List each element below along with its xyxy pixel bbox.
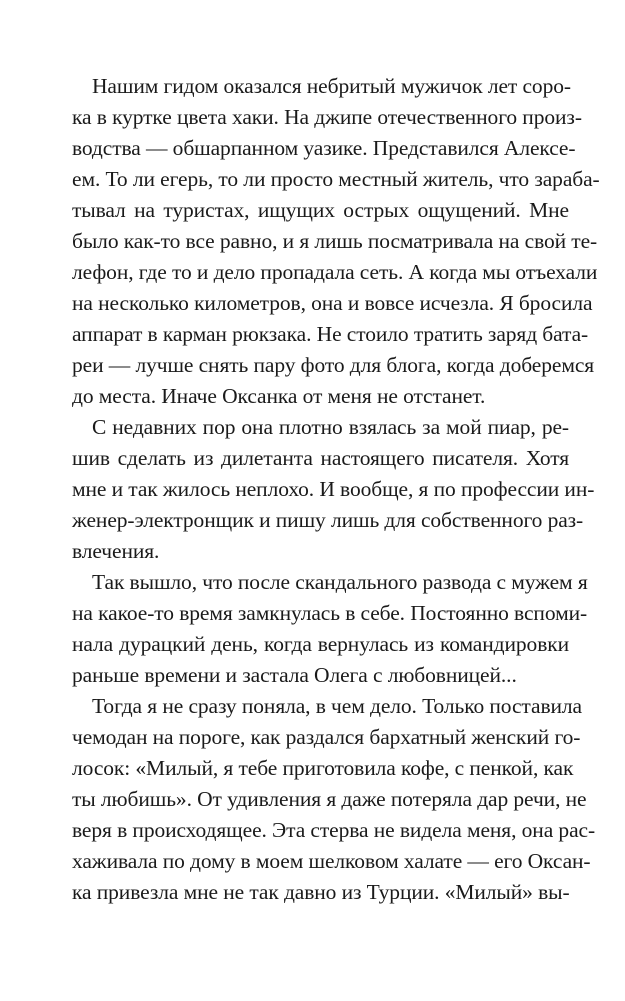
text-line: аппарат в карман рюкзака. Не стоило тратить заряд бата-	[72, 322, 589, 346]
text-line: на несколько километров, она и вовсе исчезла. Я бросила	[72, 291, 593, 315]
text-line: ка привезла мне не так давно из Турции. «Милый» вы-	[72, 880, 570, 904]
text-line: на какое-то время замкнулась в себе. Постоянно вспоми-	[72, 601, 588, 625]
text-line: веря в происходящее. Эта стерва не видела меня, она рас-	[72, 818, 596, 842]
text-line: чемодан на пороге, как раздался бархатный женский го-	[72, 725, 581, 749]
text-line: ты любишь». От удивления я даже потеряла дар речи, не	[72, 787, 587, 811]
text-line: раньше времени и застала Олега с любовницей...	[72, 663, 517, 687]
text-line: до места. Иначе Оксанка от меня не отстанет.	[72, 384, 486, 408]
text-line: ем. То ли егерь, то ли просто местный житель, что зараба-	[72, 167, 600, 191]
text-line: ка в куртке цвета хаки. На джипе отечественного произ-	[72, 105, 582, 129]
text-line: тывал на туристах, ищущих острых ощущений. Мне	[72, 198, 569, 222]
text-line: реи — лучше снять пару фото для блога, когда доберемся	[72, 353, 595, 377]
text-line: было как-то все равно, и я лишь посматривала на свой те-	[72, 229, 598, 253]
text-line: лефон, где то и дело пропадала сеть. А когда мы отъехали	[72, 260, 598, 284]
text-line: хаживала по дому в моем шелковом халате — его Оксан-	[72, 849, 591, 873]
text-line: Нашим гидом оказался небритый мужичок лет соро-	[92, 74, 571, 98]
text-line: Тогда я не сразу поняла, в чем дело. Только поставила	[92, 694, 582, 718]
text-line: лосок: «Милый, я тебе приготовила кофе, с пенкой, как	[72, 756, 574, 780]
text-line: Так вышло, что после скандального развода с мужем я	[92, 570, 588, 594]
text-line: нала дурацкий день, когда вернулась из командировки	[72, 632, 569, 656]
text-line: шив сделать из дилетанта настоящего писателя. Хотя	[72, 446, 569, 470]
text-line: влечения.	[72, 539, 160, 563]
text-line: женер-электронщик и пишу лишь для собственного раз-	[72, 508, 584, 532]
text-line: водства — обшарпанном уазике. Представился Алексе-	[72, 136, 576, 160]
text-line: мне и так жилось неплохо. И вообще, я по профессии ин-	[72, 477, 595, 501]
text-line: С недавних пор она плотно взялась за мой пиар, ре-	[92, 415, 569, 439]
